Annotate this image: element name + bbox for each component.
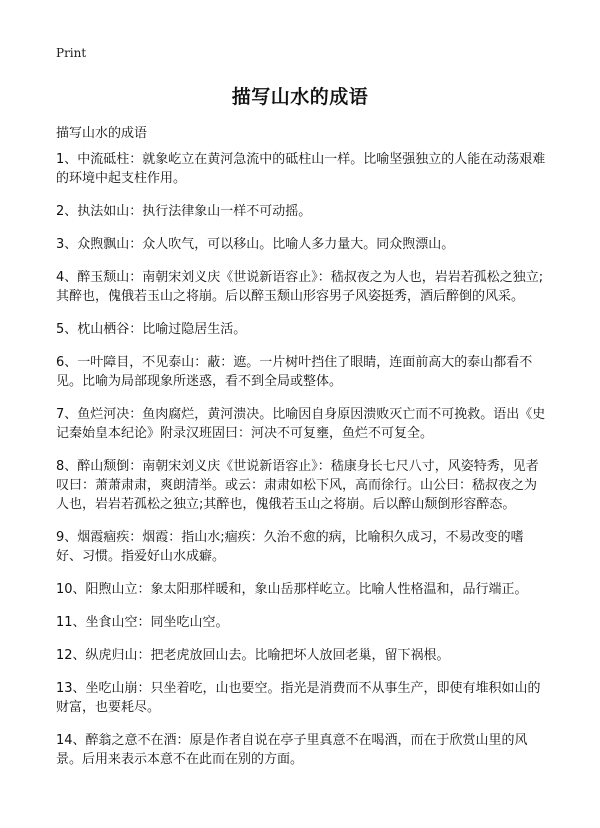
idiom-entry: 9、烟霞痼疾：烟霞：指山水;痼疾：久治不愈的病，比喻积久成习，不易改变的嗜好、习惯。指爱好山水成癖。 <box>56 530 524 564</box>
idiom-entry: 6、一叶障目，不见泰山：蔽：遮。一片树叶挡住了眼睛，连面前高大的泰山都看不见。比喻为局部现象所迷惑，看不到全局或整体。 <box>56 355 533 389</box>
idiom-entry: 14、醉翁之意不在酒：原是作者自说在亭子里真意不在喝酒，而在于欣赏山里的风景。后用来表示本意不在此而在别的方面。 <box>56 733 528 767</box>
idiom-entry: 12、纵虎归山：把老虎放回山去。比喻把坏人放回老巢，留下祸根。 <box>56 648 450 663</box>
idiom-entry: 10、阳煦山立：象太阳那样暖和，象山岳那样屹立。比喻人性格温和，品行端正。 <box>56 582 528 597</box>
idiom-list <box>56 150 546 783</box>
idiom-entry: 8、醉山颓倒：南朝宋刘义庆《世说新语容止》：嵇康身长七尺八寸，风姿特秀，见者叹曰：萧萧肃肃，爽朗清举。或云：肃肃如松下风，高而徐行。山公曰：嵇叔夜之为人也，岩岩若孤松之独立;其醉也，傀俄若玉山之将崩。后以醉山颓倒形容醉态。 <box>56 459 539 512</box>
page-title: 描写山水的成语 <box>231 86 369 108</box>
idiom-entry: 4、醉玉颓山：南朝宋刘义庆《世说新语容止》：嵇叔夜之为人也，岩岩若孤松之独立;其醉也，傀俄若玉山之将崩。后以醉玉颓山形容男子风姿挺秀，酒后醉倒的风采。 <box>56 270 544 304</box>
document-subtitle: 描写山水的成语 <box>56 126 148 141</box>
idiom-entry: 3、众煦飘山：众人吹气，可以移山。比喻人多力量大。同众煦漂山。 <box>56 237 455 252</box>
idiom-entry: 5、枕山栖谷：比喻过隐居生活。 <box>56 322 247 337</box>
print-link[interactable]: Print <box>56 46 87 60</box>
idiom-entry: 1、中流砥柱：就象屹立在黄河急流中的砥柱山一样。比喻坚强独立的人能在动荡艰难的环境中起支柱作用。 <box>56 152 546 186</box>
idiom-entry: 11、坐食山空：同坐吃山空。 <box>56 615 229 630</box>
idiom-entry: 2、执法如山：执行法律象山一样不可动摇。 <box>56 204 312 219</box>
idiom-entry: 7、鱼烂河决：鱼肉腐烂，黄河溃决。比喻因自身原因溃败灭亡而不可挽救。语出《史记秦始皇本纪论》附录汉班固曰：河决不可复壅，鱼烂不可复全。 <box>56 407 546 441</box>
idiom-entry: 13、坐吃山崩：只坐着吃，山也要空。指光是消费而不从事生产，即使有堆积如山的财富，也要耗尽。 <box>56 681 541 715</box>
